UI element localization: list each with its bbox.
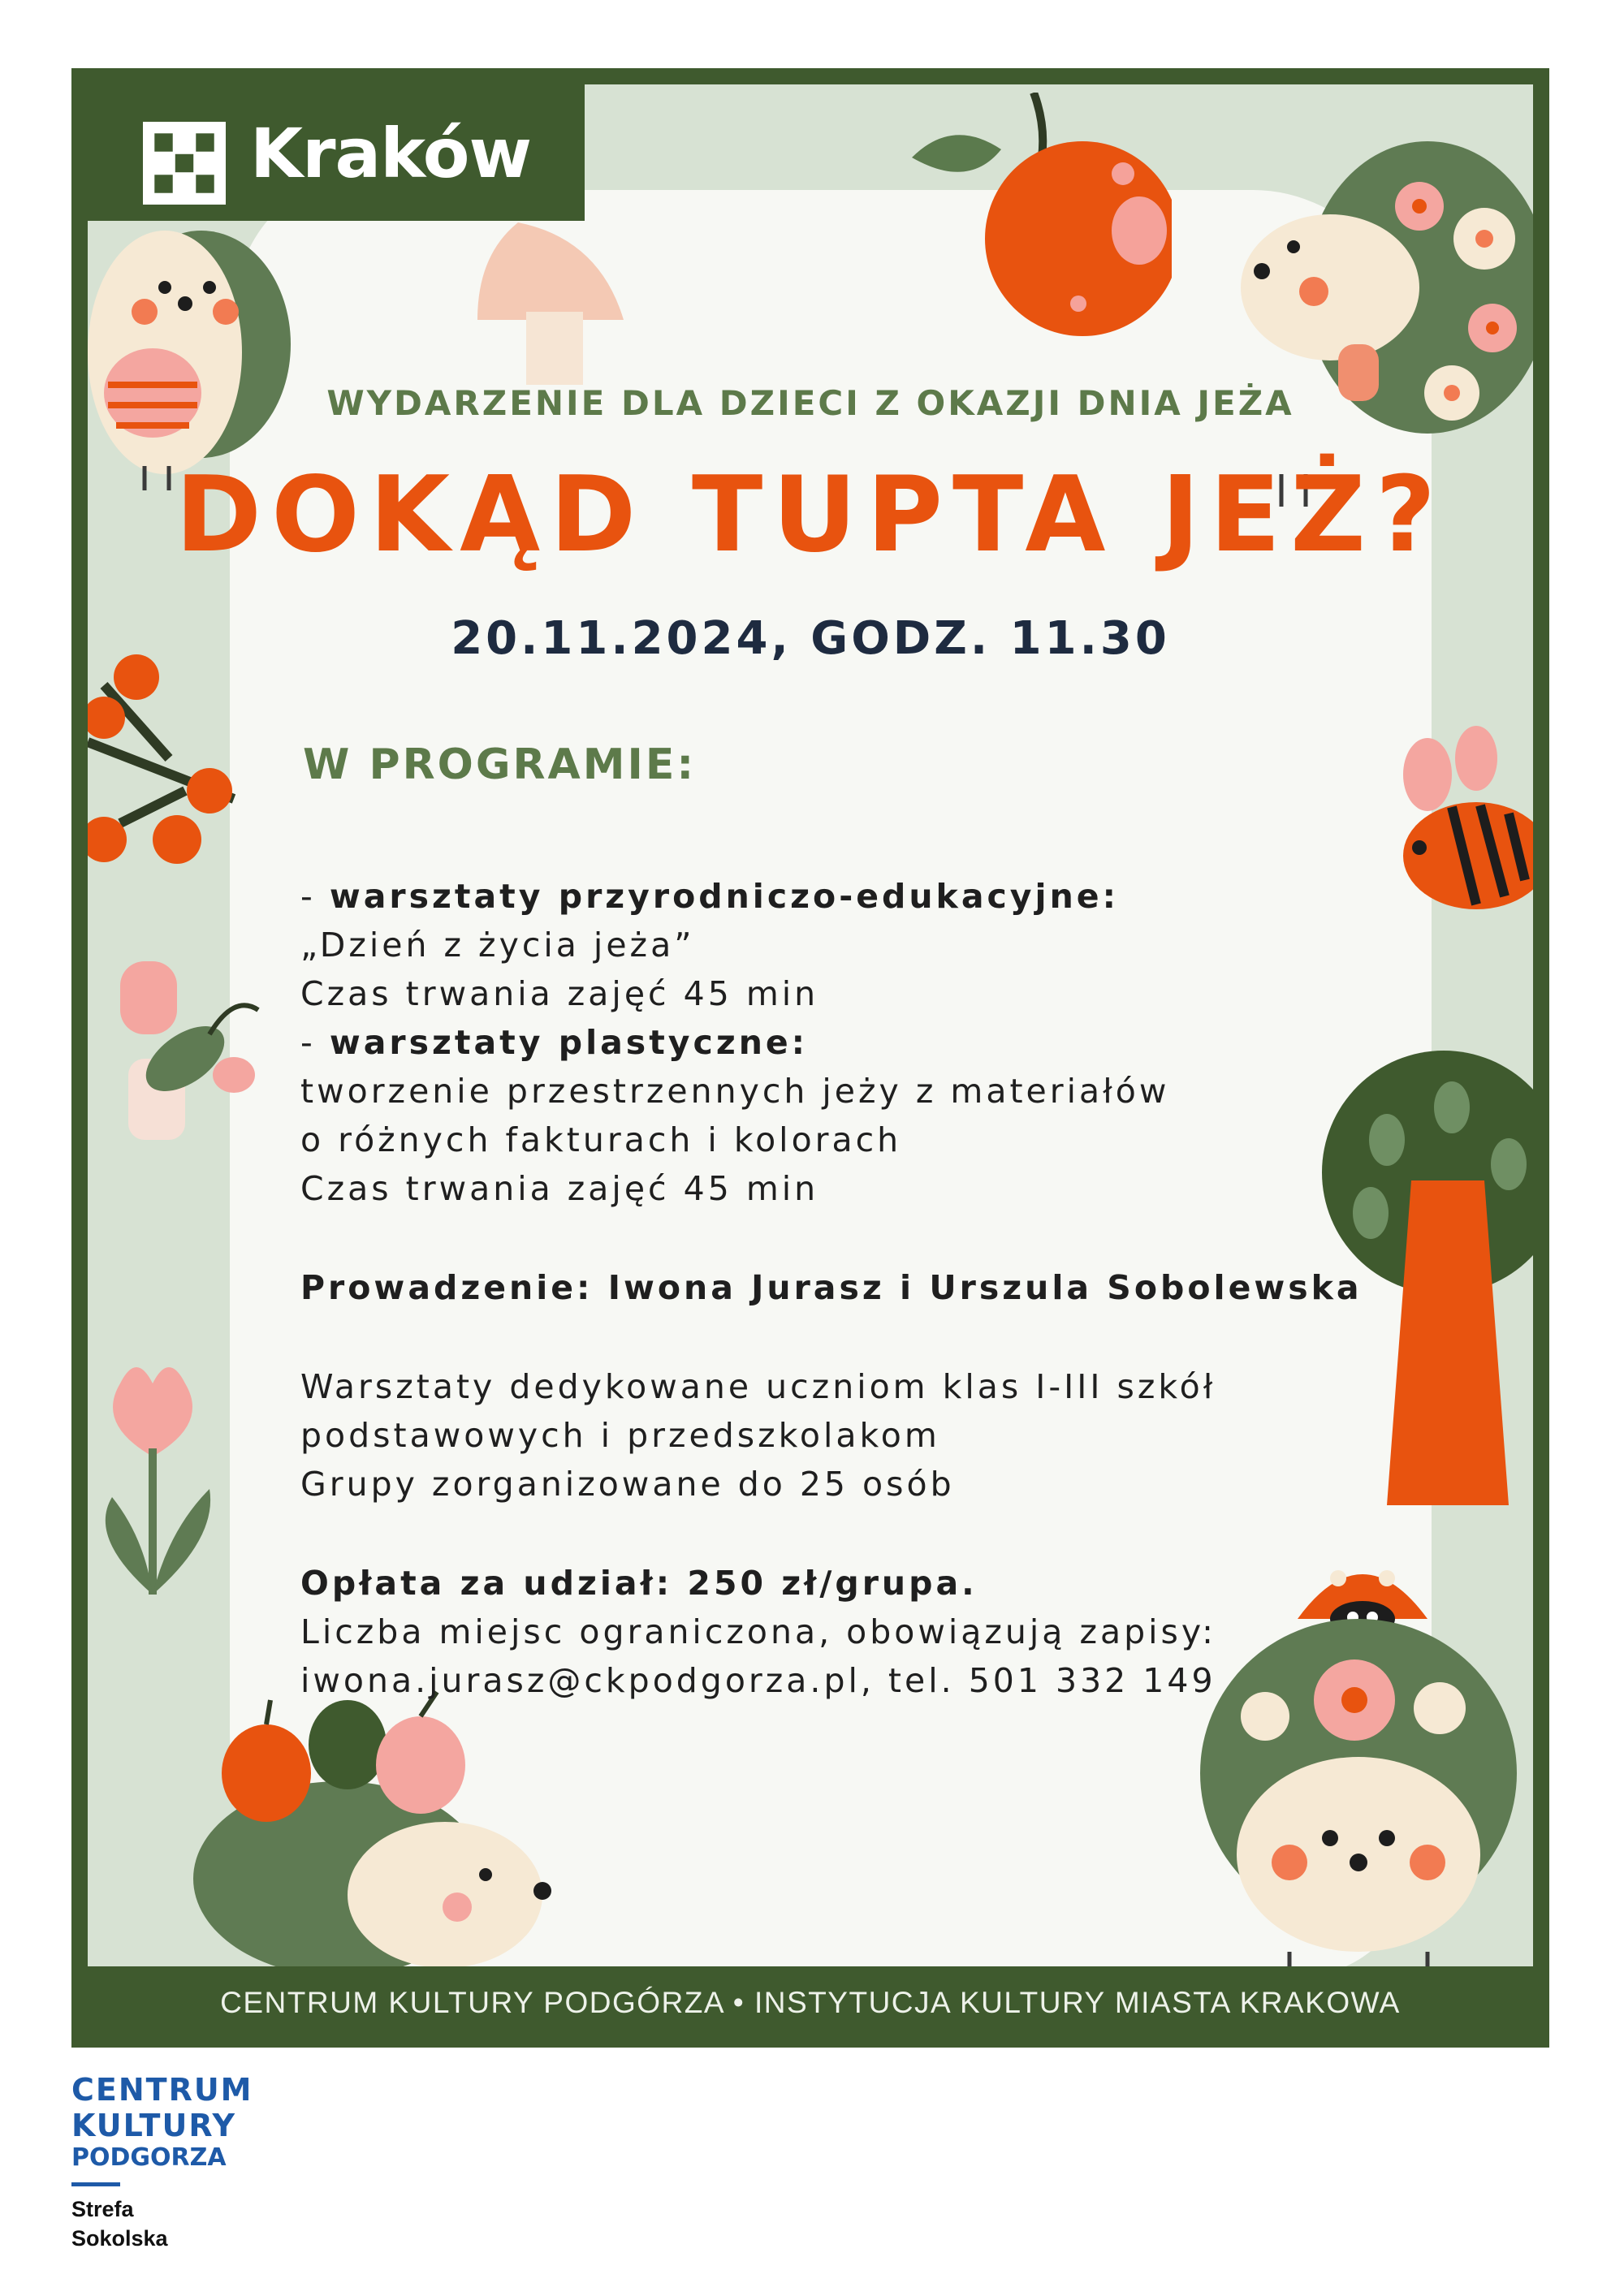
hosts: Prowadzenie: Iwona Jurasz i Urszula Sobolewska [300,1268,1363,1307]
program-item-line: tworzenie przestrzennych jeży z materiałów [300,1072,1170,1111]
hedgehog-icon [1176,1530,1533,1966]
krakow-logo-text: Kraków [250,114,532,193]
butterfly-icon [88,945,274,1156]
program-heading: W PROGRAMIE: [303,740,697,789]
footer-text: CENTRUM KULTURY PODGÓRZA • INSTYTUCJA KULTURY MIASTA KRAKOWA [220,1986,1401,2019]
tulip-icon [88,1351,250,1611]
krakow-logo [88,84,585,221]
program-item-title: warsztaty przyrodniczo-edukacyjne: [329,877,1119,916]
program-item-line: Czas trwania zajęć 45 min [300,1169,819,1208]
logo-divider [71,2182,120,2186]
logo-line: Strefa [71,2197,134,2221]
mushroom-icon [429,206,640,385]
program-item: - warsztaty plastyczne: [300,1023,809,1062]
contact-info: iwona.jurasz@ckpodgorza.pl, tel. 501 332 149 [300,1661,1216,1700]
program-item-line: o różnych fakturach i kolorach [300,1120,902,1159]
krakow-logo-icon [143,122,226,205]
logo-line: Sokolska [71,2226,168,2251]
program-item: - warsztaty przyrodniczo-edukacyjne: [300,877,1119,916]
ck-podgorza-logo [71,2072,266,2253]
registration-info: Liczba miejsc ograniczona, obowiązują zapisy: [300,1612,1216,1651]
event-subtitle: WYDARZENIE DLA DZIECI Z OKAZJI DNIA JEŻA [326,383,1294,423]
event-date: 20.11.2024, GODZ. 11.30 [451,612,1170,665]
logo-line: KULTURY [71,2108,237,2143]
program-item-line: „Dzień z życia jeża” [300,926,695,965]
hedgehog-icon [177,1676,567,1966]
bee-icon [1387,726,1533,913]
audience-line: Warsztaty dedykowane uczniom klas I-III szkół [300,1367,1216,1406]
event-title: DOKĄD TUPTA JEŻ? [175,455,1446,576]
audience-line: podstawowych i przedszkolakom [300,1416,940,1455]
program-item-title: warsztaty plastyczne: [329,1023,809,1062]
poster-frame [71,68,1549,2048]
berries-icon [88,637,250,880]
poster-body [88,84,1533,1966]
apple-icon [879,93,1172,336]
program-item-line: Czas trwania zajęć 45 min [300,974,819,1013]
fee: Opłata za udział: 250 zł/grupa. [300,1564,978,1603]
audience-line: Grupy zorganizowane do 25 osób [300,1465,955,1504]
logo-line: CENTRUM [71,2072,253,2108]
logo-line: PODGORZA [71,2143,227,2172]
